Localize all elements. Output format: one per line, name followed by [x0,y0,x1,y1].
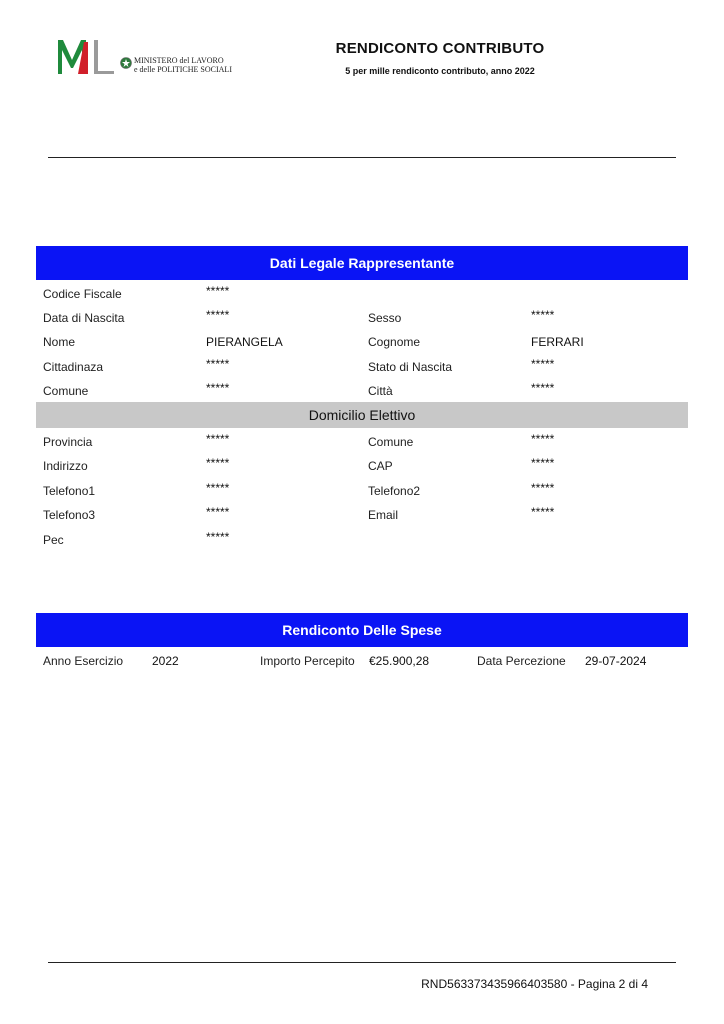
value-citta: ***** [531,381,555,395]
label-telefono3: Telefono3 [43,508,96,522]
value-cittadinanza: ***** [206,357,230,371]
value-importo-percepito: €25.900,28 [369,654,430,668]
value-stato-nascita: ***** [531,357,555,371]
label-stato-nascita: Stato di Nascita [368,360,453,374]
label-data-percezione: Data Percezione [477,654,566,668]
value-nome: PIERANGELA [206,335,283,349]
value-domicilio-comune: ***** [531,432,555,446]
label-codice-fiscale: Codice Fiscale [43,287,122,301]
value-comune: ***** [206,381,230,395]
ministry-logo [56,36,232,76]
label-sesso: Sesso [368,311,402,325]
header-divider [48,157,676,158]
section-bar-spese: Rendiconto Delle Spese [36,613,688,647]
value-pec: ***** [206,530,230,544]
label-domicilio-comune: Comune [368,435,414,449]
footer-divider [48,962,676,963]
label-nome: Nome [43,335,76,349]
section-bar-domicilio: Domicilio Elettivo [36,402,688,428]
ministry-name-line2: e delle POLITICHE SOCIALI [134,65,232,74]
label-cittadinanza: Cittadinaza [43,360,104,374]
value-data-nascita: ***** [206,308,230,322]
value-telefono3: ***** [206,505,230,519]
label-data-nascita: Data di Nascita [43,311,125,325]
ministry-name [134,56,232,74]
ministry-name-line1: MINISTERO del LAVORO [134,56,224,65]
value-data-percezione: 29-07-2024 [585,654,647,668]
republic-emblem-icon [120,56,132,70]
section-bar-legale: Dati Legale Rappresentante [36,246,688,280]
label-indirizzo: Indirizzo [43,459,88,473]
label-telefono1: Telefono1 [43,484,96,498]
value-cognome: FERRARI [531,335,584,349]
footer-page-reference: RND563373435966403580 - Pagina 2 di 4 [421,977,648,991]
ministry-logo-mark [56,36,116,76]
label-pec: Pec [43,533,64,547]
label-importo-percepito: Importo Percepito [260,654,355,668]
label-email: Email [368,508,399,522]
value-telefono1: ***** [206,481,230,495]
value-cap: ***** [531,456,555,470]
label-cognome: Cognome [368,335,421,349]
value-codice-fiscale: ***** [206,284,230,298]
document-title: RENDICONTO CONTRIBUTO [335,40,545,57]
value-anno-esercizio: 2022 [152,654,179,668]
label-comune: Comune [43,384,89,398]
label-provincia: Provincia [43,435,93,449]
value-sesso: ***** [531,308,555,322]
label-cap: CAP [368,459,393,473]
value-email: ***** [531,505,555,519]
label-telefono2: Telefono2 [368,484,421,498]
label-anno-esercizio: Anno Esercizio [43,654,124,668]
label-citta: Città [368,384,393,398]
value-telefono2: ***** [531,481,555,495]
document-subtitle: 5 per mille rendiconto contributo, anno 2022 [345,66,535,76]
value-indirizzo: ***** [206,456,230,470]
value-provincia: ***** [206,432,230,446]
